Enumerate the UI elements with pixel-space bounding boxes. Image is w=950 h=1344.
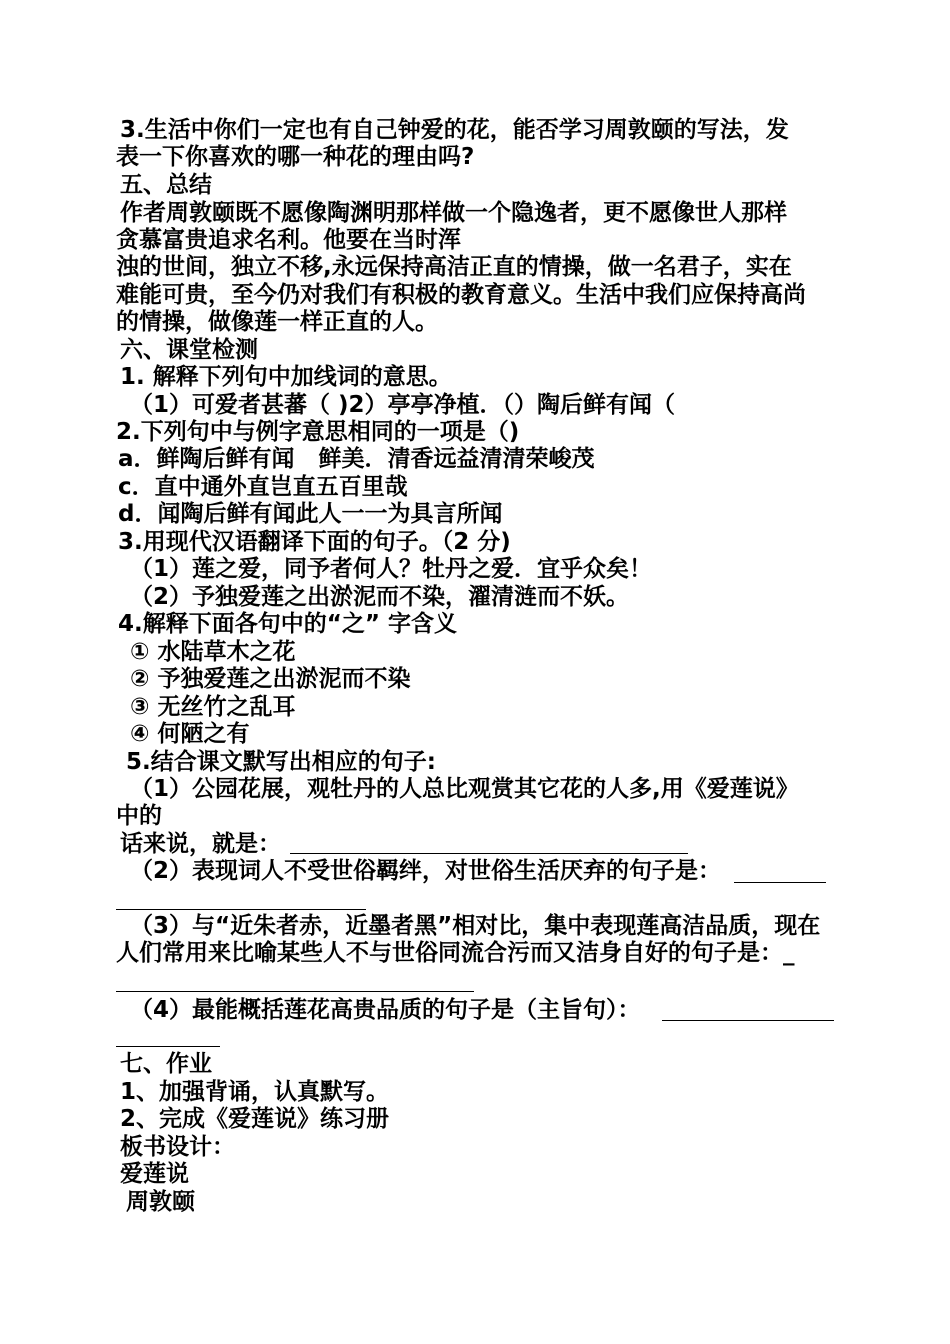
question-item: 5.结合课文默写出相应的句子: (126, 749, 436, 775)
answer-blank (290, 853, 688, 854)
homework-item: 2、完成《爱莲说》练习册 (120, 1106, 390, 1132)
option-item: a．鲜陶后鲜有闻 鲜美．清香远益清清荣峻茂 (118, 446, 595, 472)
text-line: 表一下你喜欢的哪一种花的理由吗? (116, 144, 475, 170)
question-item: （3）与“近朱者赤，近墨者黑”相对比，集中表现莲高洁品质，现在 (130, 913, 821, 939)
homework-item: 1、加强背诵，认真默写。 (120, 1079, 390, 1105)
text-line: 板书设计： (120, 1134, 235, 1160)
question-item: 1. 解释下列句中加线词的意思。 (120, 364, 452, 390)
list-item: ② 予独爱莲之出淤泥而不染 (130, 666, 411, 692)
question-item: （1）莲之爱，同予者何人？牡丹之爱．宜乎众矣！ (130, 556, 653, 582)
text-line: 爱莲说 (120, 1161, 189, 1187)
text-line: 贪慕富贵追求名利。他要在当时浑 (116, 227, 461, 253)
question-item: 4.解释下面各句中的“之” 字含义 (118, 611, 457, 637)
text-line: 作者周敦颐既不愿像陶渊明那样做一个隐逸者，更不愿像世人那样 (120, 200, 787, 226)
text-line: 的情操，做像莲一样正直的人。 (116, 309, 438, 335)
question-item: （2）予独爱莲之出淤泥而不染，濯清涟而不妖。 (130, 584, 630, 610)
answer-blank (662, 1020, 834, 1021)
section-heading: 五、总结 (120, 172, 212, 198)
text-line: 周敦颐 (126, 1189, 195, 1215)
answer-blank (734, 882, 826, 883)
answer-blank (116, 991, 474, 992)
question-item: （4）最能概括莲花高贵品质的句子是（主旨句）： (130, 997, 641, 1023)
section-heading: 七、作业 (120, 1051, 212, 1077)
question-item: 3.用现代汉语翻译下面的句子。（2 分) (118, 529, 511, 555)
section-heading: 六、课堂检测 (120, 337, 258, 363)
question-item: 2.下列句中与例字意思相同的一项是（) (116, 419, 520, 445)
text-line: 人们常用来比喻某些人不与世俗同流合污而又洁身自好的句子是：_ (116, 940, 795, 966)
text-line: 话来说，就是： (120, 831, 281, 857)
question-item: （1）公园花展，观牡丹的人总比观赏其它花的人多,用《爱莲说》 (130, 776, 799, 802)
text-line: 浊的世间，独立不移,永远保持高洁正直的情操，做一名君子，实在 (116, 254, 792, 280)
text-line: 难能可贵，至今仍对我们有积极的教育意义。生活中我们应保持高尚 (116, 282, 806, 308)
option-item: d．闻陶后鲜有闻此人一一为具言所闻 (118, 501, 503, 527)
answer-blank (116, 909, 366, 910)
question-item: （1）可爱者甚蕃（ )2）亭亭净植．（）陶后鲜有闻（ (130, 392, 676, 418)
list-item: ③ 无丝竹之乱耳 (130, 694, 296, 720)
question-item: （2）表现词人不受世俗羁绊，对世俗生活厌弃的句子是： (130, 858, 722, 884)
text-line: 3.生活中你们一定也有自己钟爱的花，能否学习周敦颐的写法，发 (120, 117, 789, 143)
list-item: ④ 何陋之有 (130, 721, 250, 747)
list-item: ① 水陆草木之花 (130, 639, 296, 665)
option-item: c．直中通外直岂直五百里哉 (118, 474, 408, 500)
text-line: 中的 (116, 803, 162, 829)
answer-blank (116, 1046, 220, 1047)
